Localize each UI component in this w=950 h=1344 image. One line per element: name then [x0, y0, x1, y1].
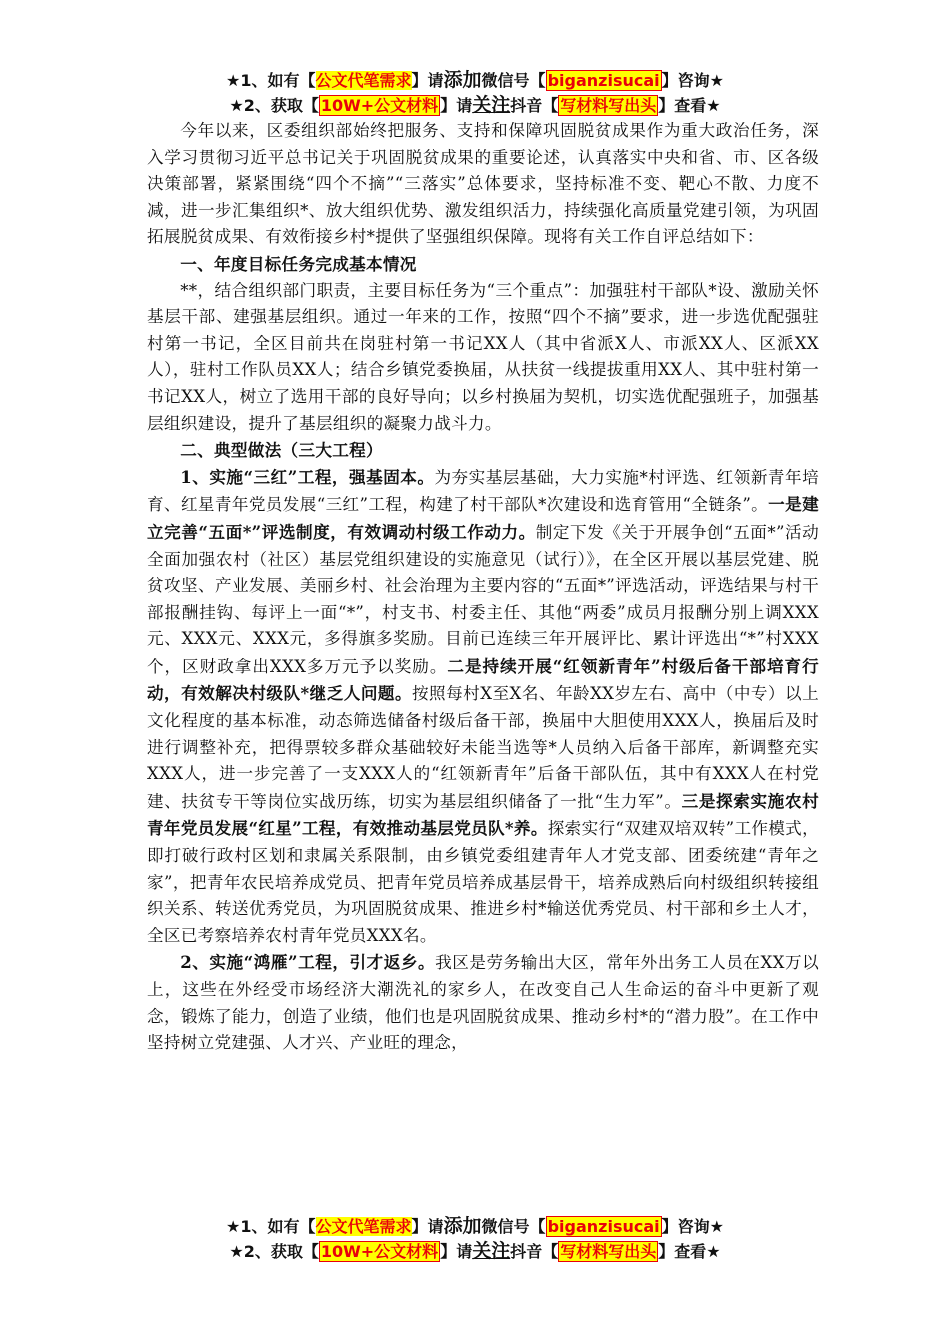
paragraph-hongyan: 2、实施“鸿雁”工程，引才返乡。我区是劳务输出大区，常年外出务工人员在XX万以上，这些在外经受市场经济大潮洗礼的家乡人，在改变自己人生命运的奋斗中更新了观念，锻炼了能力，创造了业绩，他们也是巩固脱贫成果、推动乡村*的“潜力股”。在工作中坚持树立党建强、人才兴、产业旺的理念，: [147, 952, 820, 1053]
highlight-materials: 10W+公文材料: [320, 96, 439, 115]
promo-banner-top: [0, 68, 950, 118]
highlight-wechat-id: biganzisucai: [547, 71, 660, 90]
document-body: [147, 118, 819, 1057]
paragraph-sanhong: 1、实施“三红”工程，强基固本。为夯实基层基础，大力实施*村评选、红领新青年培育、红星青年党员发展“三红”工程，构建了村干部队*次建设和选育管用“全链条”。一是建立完善“五面*”评选制度，有效调动村级工作动力。制定下发《关于开展争创“五面*”活动全面加强农村（社区）基层党组织建设的实施意见（试行）》，在全区开展以基层党建、脱贫攻坚、产业发展、美丽乡村、社会治理为主要内容的“五面*”评选活动，评选结果与村干部报酬挂钩、每评上一面“*”，村支书、村委主任、其他“两委”成员月报酬分别上调XXX元、XXX元、XXX元，多得旗多奖励。目前已连续三年开展评比、累计评选出“*”村XXX个，区财政拿出XXX多万元予以奖励。二是持续开展“红领新青年”村级后备干部培育行动，有效解决村级队*继乏人问题。按照每村X至X名、年龄XX岁左右、高中（中专）以上文化程度的基本标准，动态筛选储备村级后备干部，换届中大胆使用XXX人，换届后及时进行调整补充，把得票较多群众基础较好未能当选等*人员纳入后备干部库，新调整充实XXX人，进一步完善了一支XXX人的“红领新青年”后备干部队伍，其中有XXX人在村党建、扶贫专干等岗位实战历练，切实为基层组织储备了一批“生力军”。三是探索实施农村青年党员发展“红星”工程，有效推动基层党员队*养。探索实行“双建双培双转”工作模式，即打破行政村区划和隶属关系限制，由乡镇党委组建青年人才党支部、团委统建“青年之家”，把青年农民培养成党员、把青年党员培养成基层骨干，培养成熟后向村级组织转接组织关系、转送优秀党员，为巩固脱贫成果、推进乡村*输送优秀党员、村干部和乡土人才，全区已考察培养农村青年党员XXX名。: [147, 466, 819, 945]
banner-line-1: ★1、如有【公文代笔需求】请添加微信号【 biganzisucai 】咨询★: [226, 69, 724, 91]
highlight-douyin: 写材料写出头: [560, 1242, 657, 1261]
intro-paragraph: 今年以来，区委组织部始终把服务、支持和保障巩固脱贫成果作为重大政治任务，深入学习贯彻习近平总书记关于巩固脱贫成果的重要论述，认真落实中央和省、市、区各级决策部署，紧紧围绕“四个不摘”“三落实”总体要求，坚持标准不变、靶心不散、力度不减，进一步汇集组织*、放大组织优势、激发组织活力，持续强化高质量党建引领，为巩固拓展脱贫成果、有效衔接乡村*提供了坚强组织保障。现将有关工作自评总结如下：: [147, 121, 819, 247]
banner-line-2: ★2、获取【 10W+公文材料 】请关注抖音【 写材料写出头 】查看★: [229, 94, 721, 116]
highlight-materials: 10W+公文材料: [320, 1242, 439, 1261]
banner-line-1: ★1、如有【公文代笔需求】请添加微信号【 biganzisucai 】咨询★: [226, 1215, 724, 1237]
highlight-douyin: 写材料写出头: [560, 96, 657, 115]
highlight-service: 公文代笔需求: [315, 71, 412, 90]
promo-banner-bottom: [0, 1214, 950, 1264]
section-heading-1: 一、年度目标任务完成基本情况: [180, 253, 417, 274]
highlight-service: 公文代笔需求: [315, 1217, 412, 1236]
highlight-wechat-id: biganzisucai: [547, 1217, 660, 1236]
section-heading-2: 二、典型做法（三大工程）: [180, 440, 383, 461]
banner-line-2: ★2、获取【 10W+公文材料 】请关注抖音【 写材料写出头 】查看★: [229, 1240, 721, 1262]
paragraph-targets: **，结合组织部门职责，主要目标任务为“三个重点”：加强驻村干部队*设、激励关怀基层干部、建强基层组织。通过一年来的工作，按照“四个不摘”要求，进一步选优配强驻村第一书记，全区目前共在岗驻村第一书记XX人（其中省派X人、市派XX人、区派XX人），驻村工作队员XX人；结合乡镇党委换届，从扶贫一线提拔重用XX人、其中驻村第一书记XX人，树立了选用干部的良好导向；以乡村换届为契机，切实选优配强班子，加强基层组织建设，提升了基层组织的凝聚力战斗力。: [147, 280, 819, 433]
